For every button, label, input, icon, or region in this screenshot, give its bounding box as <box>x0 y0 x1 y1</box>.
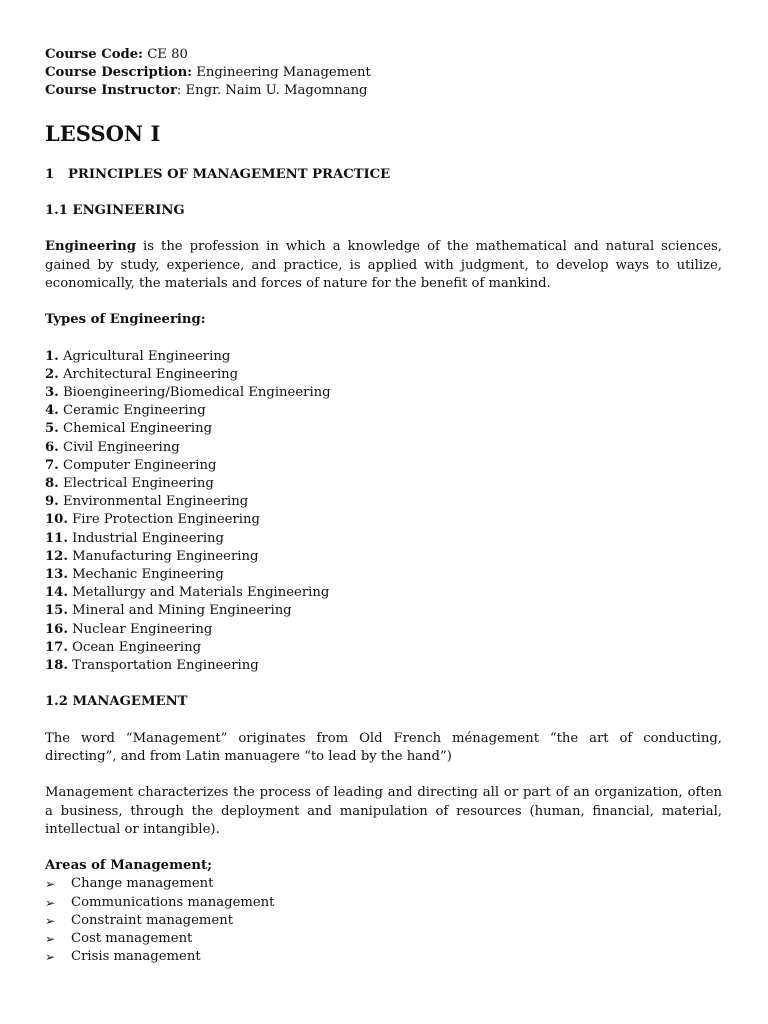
areas-heading: Areas of Management; <box>45 858 212 874</box>
list-item-number: 1. <box>45 348 59 364</box>
list-item-number: 3. <box>45 384 59 400</box>
list-item-text: Mineral and Mining Engineering <box>67 603 292 619</box>
list-item <box>45 566 722 584</box>
list-item <box>45 420 722 438</box>
course-description-line <box>45 64 722 82</box>
spacer <box>45 766 722 784</box>
list-item-number: 8. <box>45 476 59 491</box>
spacer <box>45 712 722 730</box>
document-page <box>45 46 722 966</box>
management-areas-list <box>45 875 722 966</box>
list-item-number: 6. <box>45 439 59 455</box>
list-item-text: Chemical Engineering <box>58 421 213 437</box>
list-item <box>45 384 722 402</box>
list-item-text: Cost management <box>71 931 193 947</box>
course-code-value: CE 80 <box>143 47 188 62</box>
list-item <box>45 602 722 620</box>
list-item-text: Electrical Engineering <box>58 476 214 491</box>
list-item-number: 16. <box>45 621 68 637</box>
list-item-text: Metallurgy and Materials Engineering <box>67 585 330 601</box>
management-etymology-paragraph: The word “Management” originates from Old French ménagement “the art of conducting, directing”, and from Latin manuagere “to lead by the hand”) <box>45 730 722 765</box>
list-item-number: 15. <box>45 603 68 619</box>
section-1-2-heading: 1.2 MANAGEMENT <box>45 694 188 710</box>
list-item-number: 7. <box>45 457 59 473</box>
course-instructor-line <box>45 82 722 100</box>
lesson-title: LESSON I <box>45 120 161 146</box>
list-item-text: Architectural Engineering <box>58 366 239 382</box>
course-code-line <box>45 46 722 64</box>
arrow-bullet-icon: ➢ <box>45 950 56 965</box>
list-item-text: Crisis management <box>71 949 201 965</box>
list-item-text: Ceramic Engineering <box>58 403 206 419</box>
spacer <box>45 293 722 311</box>
course-instructor-label: Course Instructor <box>45 83 177 99</box>
list-item-text: Civil Engineering <box>58 439 180 455</box>
list-item <box>45 530 722 548</box>
list-item-number: 9. <box>45 494 59 510</box>
list-item-text: Computer Engineering <box>58 457 217 473</box>
list-item-text: Mechanic Engineering <box>67 567 224 583</box>
list-item-text: Transportation Engineering <box>67 658 259 674</box>
spacer <box>45 184 722 202</box>
list-item-number: 10. <box>45 512 68 528</box>
list-item-number: 11. <box>45 530 68 546</box>
engineering-types-list <box>45 348 722 676</box>
list-item-number: 12. <box>45 548 68 564</box>
list-item <box>45 930 722 948</box>
course-description-value: Engineering Management <box>192 65 371 81</box>
spacer <box>45 839 722 857</box>
types-heading: Types of Engineering: <box>45 312 206 328</box>
list-item-text: Agricultural Engineering <box>58 348 231 364</box>
section-1-title: PRINCIPLES OF MANAGEMENT PRACTICE <box>68 166 391 182</box>
section-1-1-heading: 1.1 ENGINEERING <box>45 203 185 218</box>
list-item <box>45 475 722 493</box>
list-item <box>45 894 722 912</box>
spacer <box>45 329 722 347</box>
section-1-heading <box>45 166 722 184</box>
list-item-number: 13. <box>45 567 68 583</box>
list-item <box>45 548 722 566</box>
list-item-text: Constraint management <box>71 912 234 928</box>
list-item <box>45 875 722 893</box>
engineering-definition-text: is the profession in which a knowledge of the mathematical and natural sciences, gained by study, experience, and practice, is applied with judgment, to develop ways to utilize, economically, the materials and forces of nature for the benefit of mankind. <box>45 239 722 291</box>
management-definition-paragraph: Management characterizes the process of leading and directing all or part of an organization, often a business, through the deployment and manipulation of resources (human, financial, material, intellectual or intangible). <box>45 785 722 837</box>
list-item-text: Ocean Engineering <box>67 639 202 655</box>
list-item <box>45 657 722 675</box>
list-item-text: Environmental Engineering <box>58 494 249 510</box>
list-item <box>45 457 722 475</box>
list-item-number: 2. <box>45 366 59 382</box>
list-item <box>45 948 722 966</box>
list-item-number: 5. <box>45 421 59 437</box>
arrow-bullet-icon: ➢ <box>45 932 56 947</box>
list-item <box>45 912 722 930</box>
list-item <box>45 348 722 366</box>
section-1-number: 1 <box>45 166 55 182</box>
list-item <box>45 584 722 602</box>
engineering-term: Engineering <box>45 239 137 255</box>
list-item-number: 4. <box>45 403 59 419</box>
list-item-text: Bioengineering/Biomedical Engineering <box>58 384 331 400</box>
list-item <box>45 493 722 511</box>
list-item-number: 17. <box>45 639 68 655</box>
list-item <box>45 366 722 384</box>
arrow-bullet-icon: ➢ <box>45 895 56 910</box>
list-item-text: Manufacturing Engineering <box>67 548 259 564</box>
arrow-bullet-icon: ➢ <box>45 913 56 928</box>
spacer <box>45 675 722 693</box>
list-item-text: Industrial Engineering <box>67 530 224 546</box>
list-item-text: Nuclear Engineering <box>67 621 213 637</box>
course-code-label: Course Code: <box>45 47 144 62</box>
list-item <box>45 639 722 657</box>
course-description-label: Course Description: <box>45 65 193 81</box>
list-item-text: Change management <box>71 876 214 892</box>
spacer <box>45 220 722 238</box>
list-item-number: 14. <box>45 585 68 601</box>
list-item <box>45 402 722 420</box>
course-instructor-value: : Engr. Naim U. Magomnang <box>176 83 368 99</box>
list-item-number: 18. <box>45 658 68 674</box>
arrow-bullet-icon: ➢ <box>45 877 56 892</box>
list-item-text: Communications management <box>71 894 275 910</box>
list-item-text: Fire Protection Engineering <box>67 512 260 528</box>
list-item <box>45 439 722 457</box>
list-item <box>45 621 722 639</box>
engineering-definition <box>45 238 722 293</box>
list-item <box>45 511 722 529</box>
